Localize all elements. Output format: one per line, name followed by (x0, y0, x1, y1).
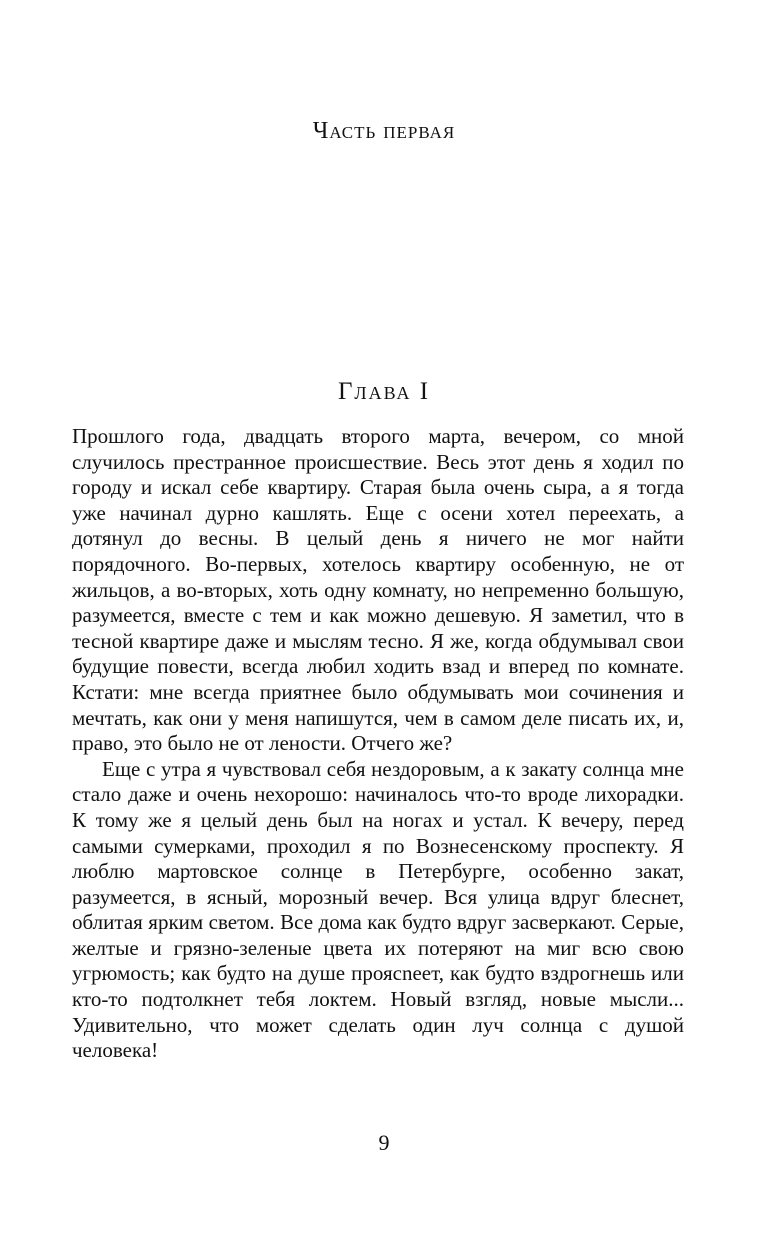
paragraph-2: Еще с утра я чувствовал себя нездоровым, а к закату солнца мне стало даже и очень нехорошо: начиналось что-то вроде лихорадки. К тому же я целый день был на ногах и устал. К вечеру, перед самыми сумерками, проходил я по Вознесенскому проспекту. Я люблю мартовское солнце в Петербурге, особенно закат, разумеется, в ясный, морозный вечер. Вся улица вдруг блеснет, облитая ярким светом. Все дома как будто вдруг засверкают. Серые, желтые и грязно-зеленые цвета их потеряют на миг всю свою угрюмость; как будто на душе проясneет, как будто вздрогнешь или кто-то подтолкнет тебя локтем. Новый взгляд, новые мысли... Удивительно, что может сделать один луч солнца с душой человека! (72, 756, 684, 1063)
chapter-title: Глава I (337, 378, 431, 405)
part-title: Часть первая (312, 118, 456, 144)
body-text (72, 424, 684, 1064)
page-number: 9 (378, 1130, 390, 1155)
paragraph-1: Прошлого года, двадцать второго марта, вечером, со мной случилось престранное происшествие. Весь этот день я ходил по городу и искал себе квартиру. Старая была очень сыра, а я тогда уже начинал дурно кашлять. Еще с осени хотел переехать, а дотянул до весны. В целый день я ничего не мог найти порядочного. Во-первых, хотелось квартиру особенную, не от жильцов, а во-вторых, хоть одну комнату, но непременно большую, разумеется, вместе с тем и как можно дешевую. Я заметил, что в тесной квартире даже и мыслям тесно. Я же, когда обдумывал свои будущие повести, всегда любил ходить взад и вперед по комнате. Кстати: мне всегда приятнее было обдумывать мои сочинения и мечтать, как они у меня напишутся, чем в самом деле писать их, и, право, это было не от лености. Отчего же? (72, 424, 684, 756)
